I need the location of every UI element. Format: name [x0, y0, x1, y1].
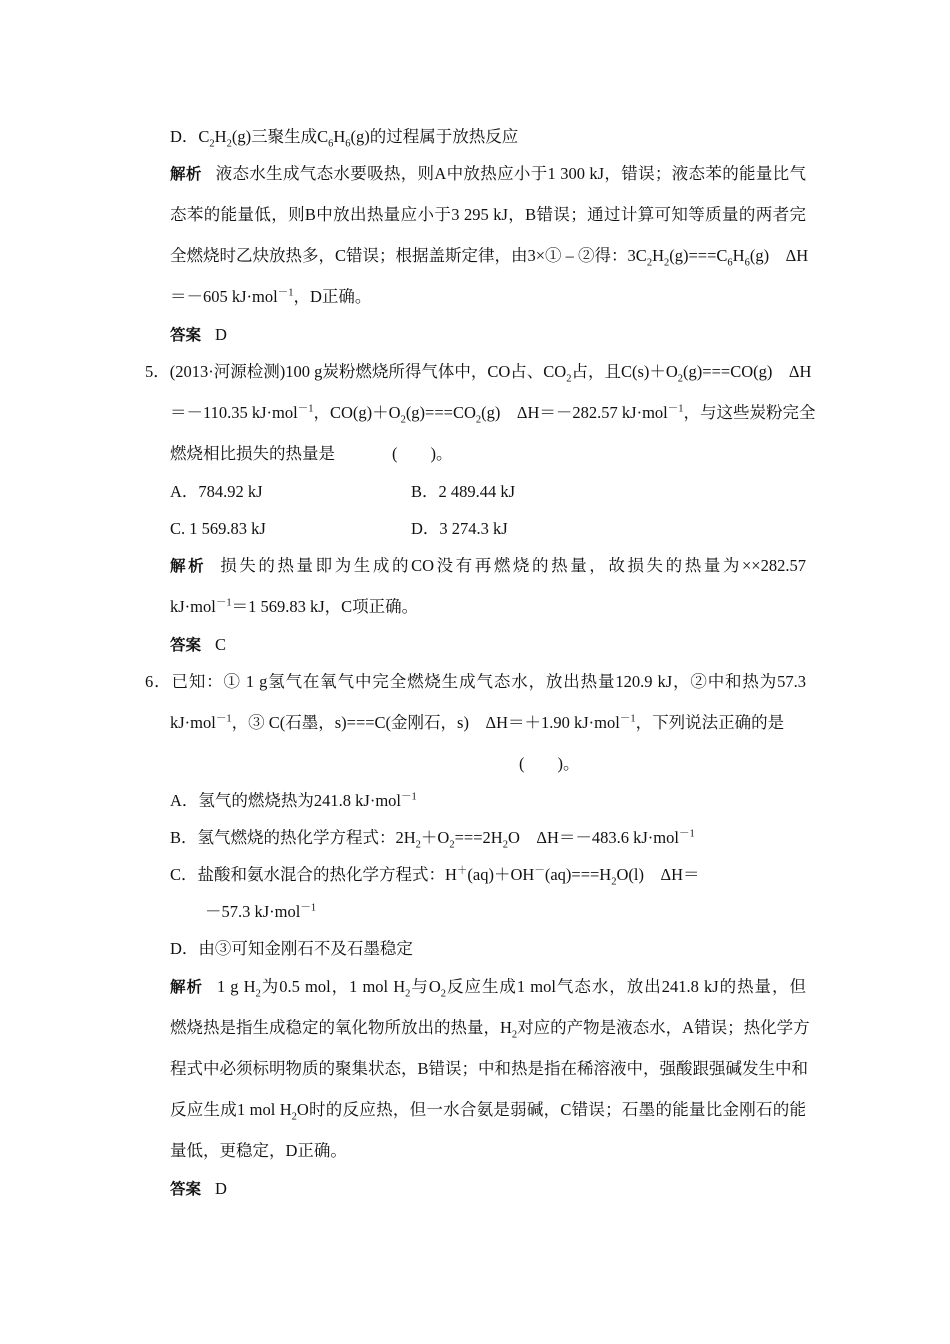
- analysis-label: 解析: [170, 165, 202, 183]
- q4-option-d: D．$C_2H_2(g)$三聚生成$C_6H_6(g)$的过程属于放热反应: [170, 127, 519, 150]
- q4-analysis-line-3: 全燃烧时乙炔放热多，C错误；根据盖斯定律，由3×① – ②得：$3C_2H_2(g)===C_6H_6(g)$ ΔH: [170, 246, 809, 269]
- q5-analysis-line-1: 解析 损失的热量即为生成的CO没有再燃烧的热量，故损失的热量为××282.57: [170, 556, 806, 575]
- q5-option-d: D．3 274.3 kJ: [411, 519, 508, 538]
- q6-answer-blank: ( )。: [519, 754, 580, 773]
- analysis-label: 解析: [170, 557, 207, 575]
- q6-option-a: A．氢气的燃烧热为241.8 kJ·mol$^{-1}$: [170, 791, 417, 810]
- q6-analysis-line-3: 程式中必须标明物质的聚集状态，B错误；中和热是指在稀溶液中，强酸跟强碱发生中和: [170, 1059, 809, 1078]
- q6-option-d: D．由③可知金刚石不及石墨稳定: [170, 939, 413, 958]
- q6-analysis-line-5: 量低，更稳定，D正确。: [170, 1141, 347, 1160]
- q5-answer-blank: ( )。: [392, 444, 453, 463]
- q5-answer: 答案 C: [170, 635, 227, 654]
- q4-answer: 答案 D: [170, 325, 227, 344]
- q6-analysis-line-2: 燃烧热是指生成稳定的氧化物所放出的热量，$H_2$对应的产物是液态水，A错误；热化学方: [170, 1018, 810, 1041]
- q5-stem-line-2: ＝－110.35 kJ·mol$^{-1}$，$CO(g)+O_2(g)===CO_2(g)$ ΔH＝－282.57 kJ·mol$^{-1}$，与这些炭粉完全: [170, 403, 816, 426]
- q4-analysis-line-4: ＝－605 kJ·mol$^{-1}$，D正确。: [170, 287, 372, 306]
- answer-label: 答案: [170, 636, 202, 654]
- q6-stem-line-1: 6．已知：① 1 g氢气在氧气中完全燃烧生成气态水，放出热量120.9 kJ，②中和热为57.3: [145, 672, 806, 691]
- q5-option-b: B．2 489.44 kJ: [411, 482, 516, 501]
- q6-analysis-line-1: 解析 1 g $H_2$为0.5 mol，1 mol $H_2$与$O_2$反应生成1 mol气态水，放出241.8 kJ的热量，但: [170, 977, 806, 1000]
- q5-stem-line-3: 燃烧相比损失的热量是: [170, 444, 335, 463]
- q6-option-c-continued: －57.3 kJ·mol$^{-1}$: [205, 902, 317, 921]
- q5-option-c: C. 1 569.83 kJ: [170, 519, 266, 538]
- q6-option-b: B．氢气燃烧的热化学方程式：$2H_2+O_2===2H_2O$ ΔH＝－483.6 kJ·mol$^{-1}$: [170, 828, 695, 851]
- q6-answer: 答案 D: [170, 1179, 227, 1198]
- q5-option-a: A．784.92 kJ: [170, 482, 263, 501]
- answer-label: 答案: [170, 326, 202, 344]
- q5-stem-line-1: 5．(2013·河源检测)100 g炭粉燃烧所得气体中，CO占、$CO_2$占，且$C(s)+O_2(g)===CO(g)$ ΔH: [145, 362, 812, 385]
- q4-analysis-line-1: 解析 液态水生成气态水要吸热，则A中放热应小于1 300 kJ，错误；液态苯的能量比气: [170, 164, 806, 183]
- q5-analysis-line-2: kJ·mol$^{-1}$＝1 569.83 kJ，C项正确。: [170, 597, 419, 616]
- analysis-label: 解析: [170, 978, 203, 996]
- answer-label: 答案: [170, 1180, 202, 1198]
- q6-option-c: C．盐酸和氨水混合的热化学方程式：$H^+(aq)+OH^-(aq)===H_2O(l)$ ΔH＝: [170, 865, 700, 888]
- q6-stem-line-2: kJ·mol$^{-1}$，③ C(石墨，s)===C(金刚石，s) ΔH＝＋1.90 kJ·mol$^{-1}$，下列说法正确的是: [170, 713, 785, 732]
- q4-analysis-line-2: 态苯的能量低，则B中放出热量应小于3 295 kJ，B错误；通过计算可知等质量的两者完: [170, 205, 806, 224]
- q6-analysis-line-4: 反应生成1 mol $H_2O$时的反应热，但一水合氨是弱碱，C错误；石墨的能量比金刚石的能: [170, 1100, 806, 1123]
